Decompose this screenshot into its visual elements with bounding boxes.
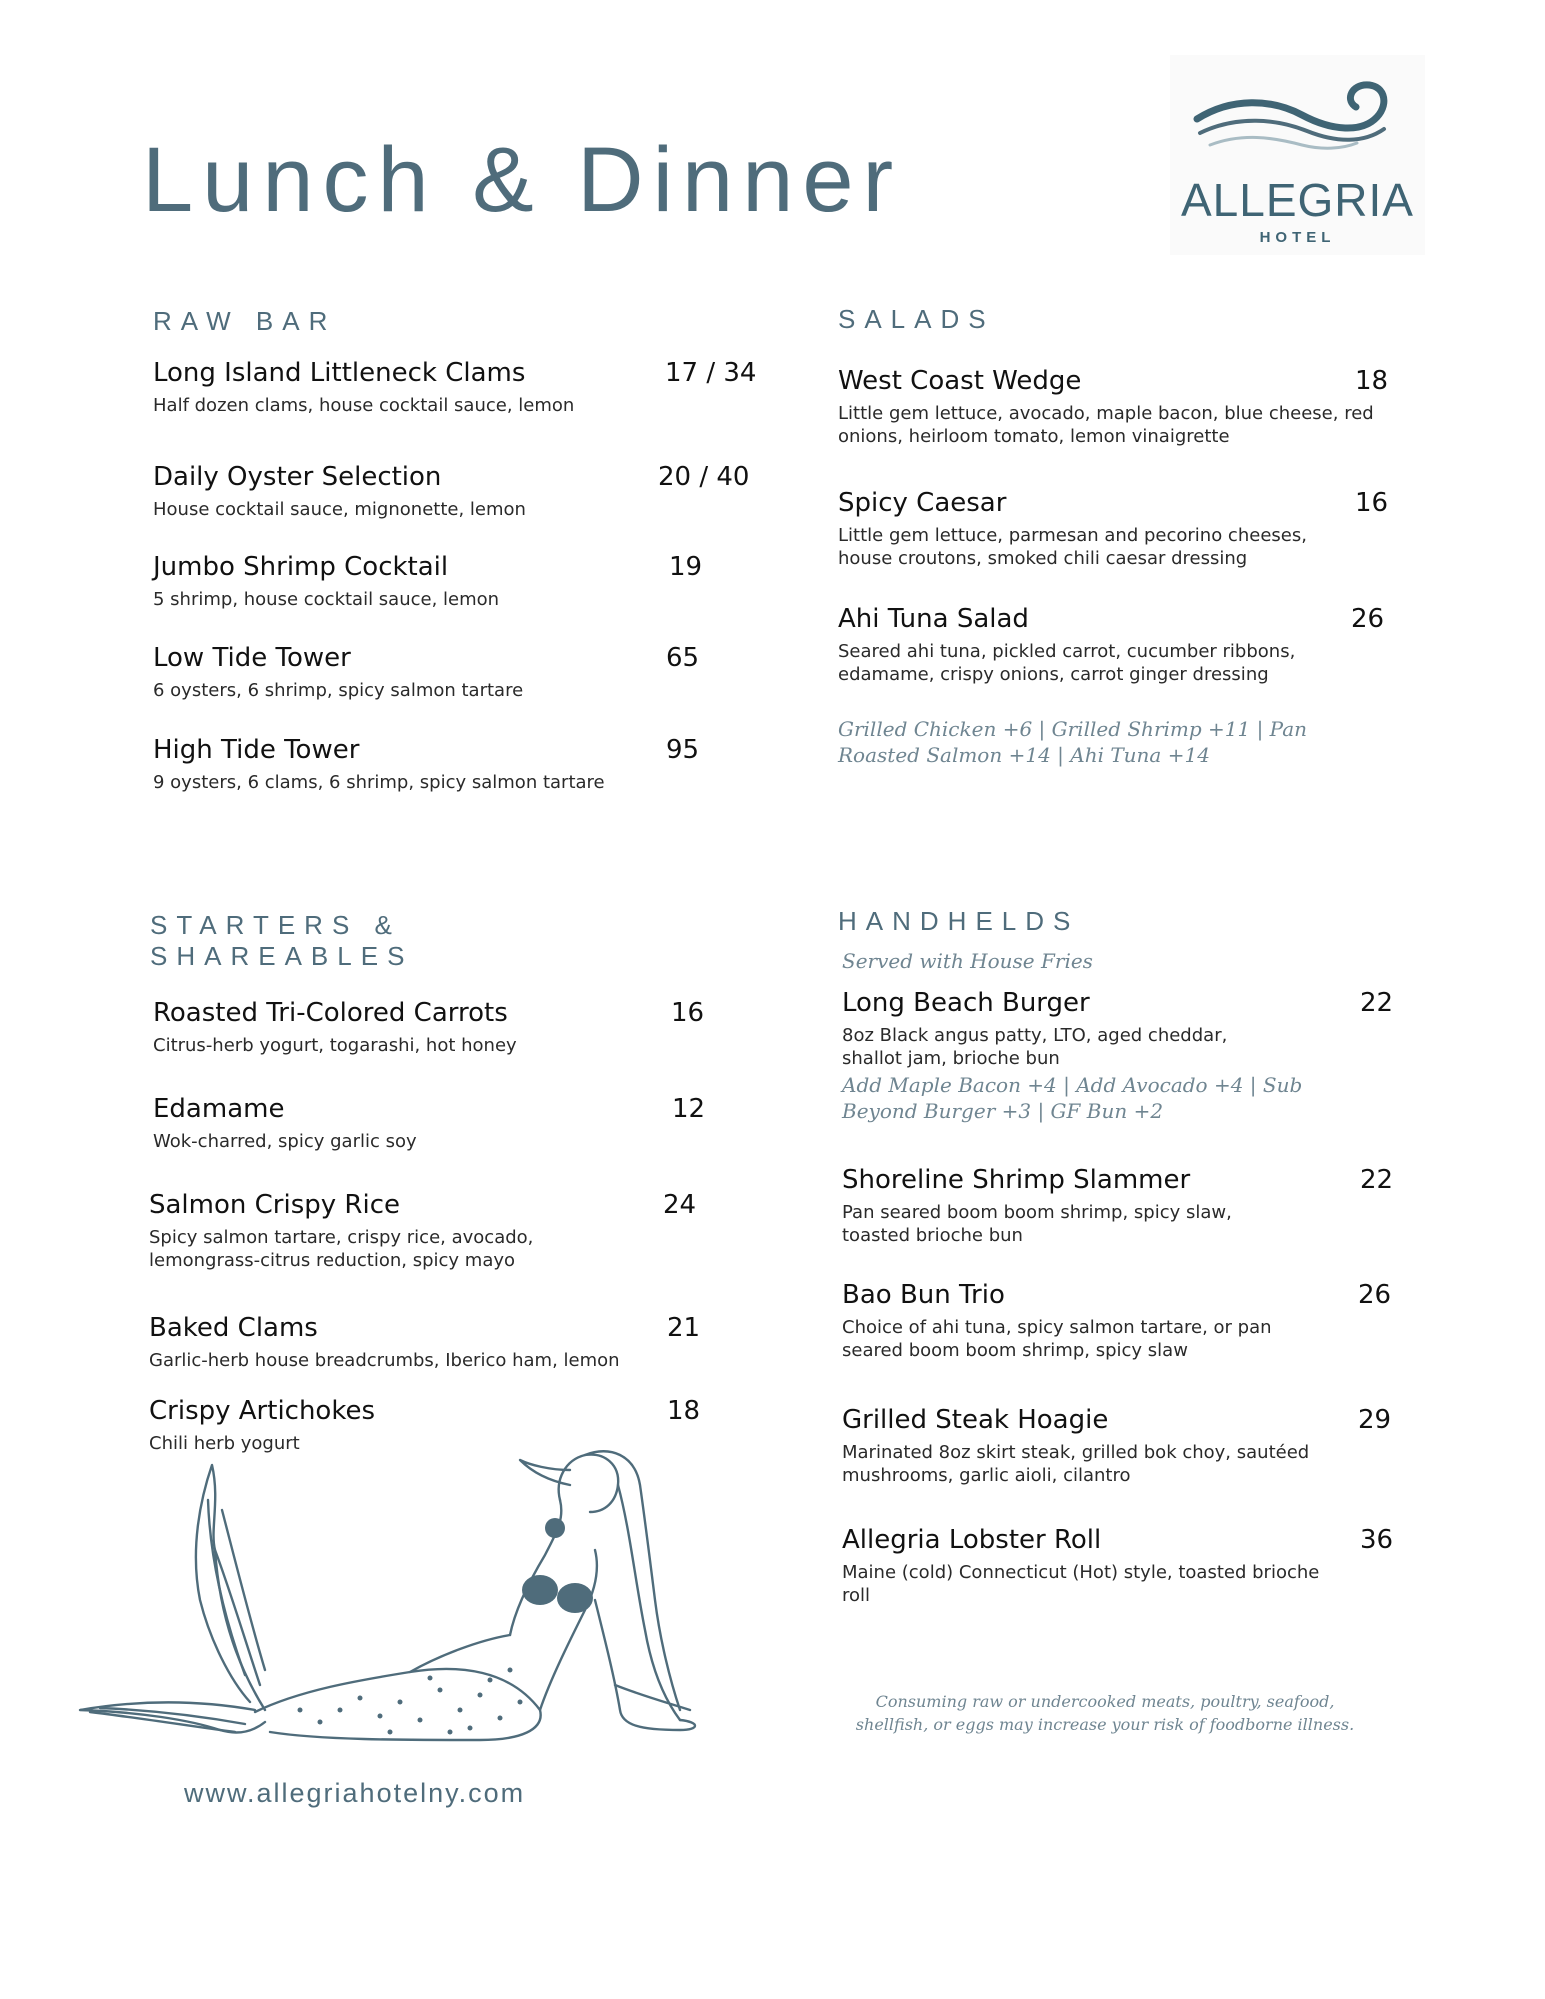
item-name: Jumbo Shrimp Cocktail [153,552,449,582]
item-price: 16 [671,998,705,1028]
item-price: 16 [1355,488,1389,518]
item-price: 36 [1360,1525,1394,1555]
website-link[interactable]: www.allegriahotelny.com [184,1778,526,1808]
item-name: West Coast Wedge [838,366,1082,396]
page-title: Lunch & Dinner [142,129,903,231]
item-description: 6 oysters, 6 shrimp, spicy salmon tartare [153,680,524,701]
item-price: 29 [1358,1405,1392,1435]
starters-heading-line2: SHAREABLES [150,941,414,971]
item-description: Half dozen clams, house cocktail sauce, lemon [153,395,575,416]
item-description: 9 oysters, 6 clams, 6 shrimp, spicy salmon tartare [153,772,605,793]
logo-subtitle: HOTEL [1259,229,1336,246]
handhelds-subtitle: Served with House Fries [842,949,1093,973]
mermaid-illustration [40,1440,730,1750]
starters-heading-line1: STARTERS & [150,910,401,940]
item-description: 5 shrimp, house cocktail sauce, lemon [153,589,500,610]
item-description: Wok-charred, spicy garlic soy [153,1131,417,1152]
item-description: Spicy salmon tartare, crispy rice, avocado, lemongrass-citrus reduction, spicy mayo [149,1227,534,1271]
item-name: Bao Bun Trio [842,1280,1005,1310]
item-description: Chili herb yogurt [149,1433,300,1454]
item-price: 95 [666,735,700,765]
item-price: 19 [669,552,703,582]
salads-heading: SALADS [838,304,995,334]
item-description: Little gem lettuce, avocado, maple bacon, blue cheese, red onions, heirloom tomato, lemon vinaigrette [838,403,1374,447]
item-name: Edamame [153,1094,285,1124]
item-price: 26 [1358,1280,1392,1310]
hotel-logo [1170,55,1425,255]
item-price: 12 [672,1094,706,1124]
item-name: Allegria Lobster Roll [842,1525,1102,1555]
item-price: 22 [1360,988,1394,1018]
item-name: Spicy Caesar [838,488,1007,518]
burger-addons: Add Maple Bacon +4 | Add Avocado +4 | Sub Beyond Burger +3 | GF Bun +2 [842,1073,1303,1123]
item-name: Long Beach Burger [842,988,1090,1018]
item-name: Salmon Crispy Rice [149,1190,400,1220]
item-name: Low Tide Tower [153,643,351,673]
item-name: Roasted Tri-Colored Carrots [153,998,508,1028]
item-price: 20 / 40 [658,462,750,492]
item-name: Shoreline Shrimp Slammer [842,1165,1191,1195]
salad-addons: Grilled Chicken +6 | Grilled Shrimp +11 | Pan Roasted Salmon +14 | Ahi Tuna +14 [838,717,1308,767]
item-description: Little gem lettuce, parmesan and pecorino cheeses, house croutons, smoked chili caesar dressing [838,525,1307,569]
item-name: Crispy Artichokes [149,1396,376,1426]
item-price: 24 [663,1190,697,1220]
item-description: Maine (cold) Connecticut (Hot) style, toasted brioche roll [842,1562,1320,1606]
item-name: Grilled Steak Hoagie [842,1405,1109,1435]
item-price: 21 [667,1313,701,1343]
item-price: 18 [1355,366,1389,396]
item-description: Citrus-herb yogurt, togarashi, hot honey [153,1035,517,1056]
food-safety-disclaimer: Consuming raw or undercooked meats, poultry, seafood, shellfish, or eggs may increase your risk of foodborne illness. [855,1692,1355,1734]
logo-brand: ALLEGRIA [1181,174,1414,226]
handhelds-heading: HANDHELDS [838,906,1080,936]
item-name: Daily Oyster Selection [153,462,442,492]
item-description: Seared ahi tuna, pickled carrot, cucumber ribbons, edamame, crispy onions, carrot ginger dressing [838,641,1296,685]
item-price: 17 / 34 [665,358,757,388]
raw-bar-heading: RAW BAR [153,306,337,336]
item-description: House cocktail sauce, mignonette, lemon [153,499,526,520]
item-description: Garlic-herb house breadcrumbs, Iberico ham, lemon [149,1350,620,1371]
item-name: Baked Clams [149,1313,318,1343]
item-name: Long Island Littleneck Clams [153,358,526,388]
starters-heading [150,910,413,972]
item-description: 8oz Black angus patty, LTO, aged cheddar, shallot jam, brioche bun [842,1025,1228,1069]
item-description: Pan seared boom boom shrimp, spicy slaw, toasted brioche bun [842,1202,1232,1246]
item-name: Ahi Tuna Salad [838,604,1029,634]
item-price: 65 [666,643,700,673]
item-description: Marinated 8oz skirt steak, grilled bok choy, sautéed mushrooms, garlic aioli, cilantro [842,1442,1310,1486]
item-description: Choice of ahi tuna, spicy salmon tartare, or pan seared boom boom shrimp, spicy slaw [842,1317,1272,1361]
item-price: 18 [667,1396,701,1426]
item-price: 22 [1360,1165,1394,1195]
wave-logo-icon [1192,77,1402,177]
item-name: High Tide Tower [153,735,360,765]
item-price: 26 [1351,604,1385,634]
